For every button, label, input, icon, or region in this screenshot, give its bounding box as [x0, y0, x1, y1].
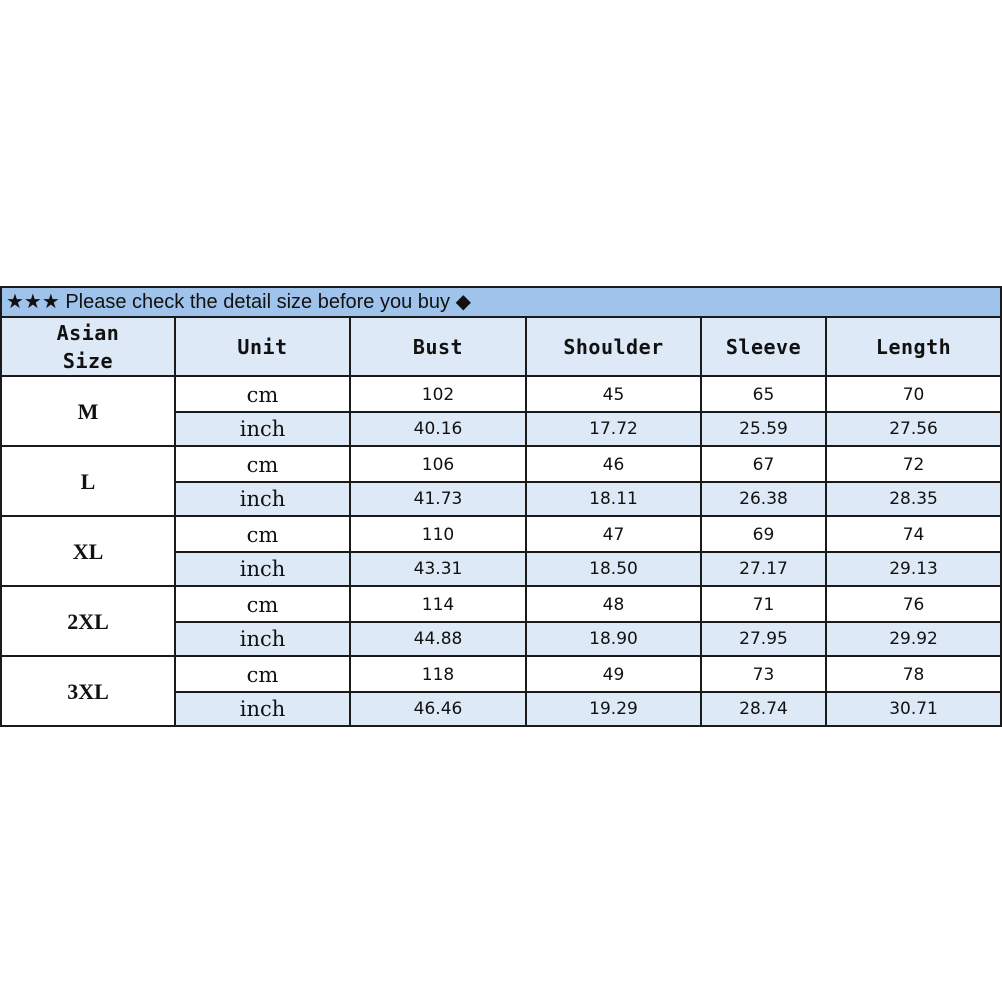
header-unit: Unit [175, 317, 350, 376]
bust-value: 43.31 [350, 552, 526, 586]
length-value: 28.35 [826, 482, 1001, 516]
unit-cell-cm: cm [175, 446, 350, 482]
sleeve-value: 69 [701, 516, 826, 552]
table-title: ★★★ Please check the detail size before you buy ◆ [1, 287, 1001, 317]
sleeve-value: 26.38 [701, 482, 826, 516]
header-size-line2: Size [62, 348, 114, 373]
shoulder-value: 19.29 [526, 692, 701, 726]
shoulder-value: 46 [526, 446, 701, 482]
header-sleeve: Sleeve [701, 317, 826, 376]
size-label: L [1, 446, 175, 516]
unit-cell-inch: inch [175, 692, 350, 726]
unit-cell-cm: cm [175, 586, 350, 622]
shoulder-value: 17.72 [526, 412, 701, 446]
header-size-line1: Asian [56, 320, 120, 345]
bust-value: 44.88 [350, 622, 526, 656]
unit-cell-inch: inch [175, 482, 350, 516]
sleeve-value: 67 [701, 446, 826, 482]
sleeve-value: 25.59 [701, 412, 826, 446]
table-row [1, 586, 1001, 622]
unit-cell-cm: cm [175, 376, 350, 412]
sleeve-value: 73 [701, 656, 826, 692]
bust-value: 40.16 [350, 412, 526, 446]
shoulder-value: 48 [526, 586, 701, 622]
sleeve-value: 28.74 [701, 692, 826, 726]
table-row [1, 656, 1001, 692]
length-value: 29.13 [826, 552, 1001, 586]
length-value: 78 [826, 656, 1001, 692]
length-value: 74 [826, 516, 1001, 552]
size-label: M [1, 376, 175, 446]
size-rows [1, 376, 1001, 726]
shoulder-value: 18.90 [526, 622, 701, 656]
table-row [1, 376, 1001, 412]
bust-value: 110 [350, 516, 526, 552]
unit-cell-inch: inch [175, 622, 350, 656]
shoulder-value: 49 [526, 656, 701, 692]
size-chart-table [0, 286, 1002, 727]
size-label: 3XL [1, 656, 175, 726]
header-shoulder: Shoulder [526, 317, 701, 376]
bust-value: 46.46 [350, 692, 526, 726]
length-value: 30.71 [826, 692, 1001, 726]
sleeve-value: 65 [701, 376, 826, 412]
bust-value: 114 [350, 586, 526, 622]
header-asian-size [1, 317, 175, 376]
unit-cell-inch: inch [175, 412, 350, 446]
unit-cell-cm: cm [175, 656, 350, 692]
header-bust: Bust [350, 317, 526, 376]
bust-value: 102 [350, 376, 526, 412]
table-row [1, 516, 1001, 552]
unit-cell-inch: inch [175, 552, 350, 586]
length-value: 72 [826, 446, 1001, 482]
shoulder-value: 45 [526, 376, 701, 412]
sleeve-value: 71 [701, 586, 826, 622]
bust-value: 106 [350, 446, 526, 482]
sleeve-value: 27.17 [701, 552, 826, 586]
shoulder-value: 18.11 [526, 482, 701, 516]
header-length: Length [826, 317, 1001, 376]
size-label: 2XL [1, 586, 175, 656]
length-value: 70 [826, 376, 1001, 412]
bust-value: 41.73 [350, 482, 526, 516]
title-row [1, 287, 1001, 317]
unit-cell-cm: cm [175, 516, 350, 552]
bust-value: 118 [350, 656, 526, 692]
header-row [1, 317, 1001, 376]
table-row [1, 446, 1001, 482]
length-value: 29.92 [826, 622, 1001, 656]
size-label: XL [1, 516, 175, 586]
length-value: 27.56 [826, 412, 1001, 446]
sleeve-value: 27.95 [701, 622, 826, 656]
shoulder-value: 47 [526, 516, 701, 552]
length-value: 76 [826, 586, 1001, 622]
shoulder-value: 18.50 [526, 552, 701, 586]
